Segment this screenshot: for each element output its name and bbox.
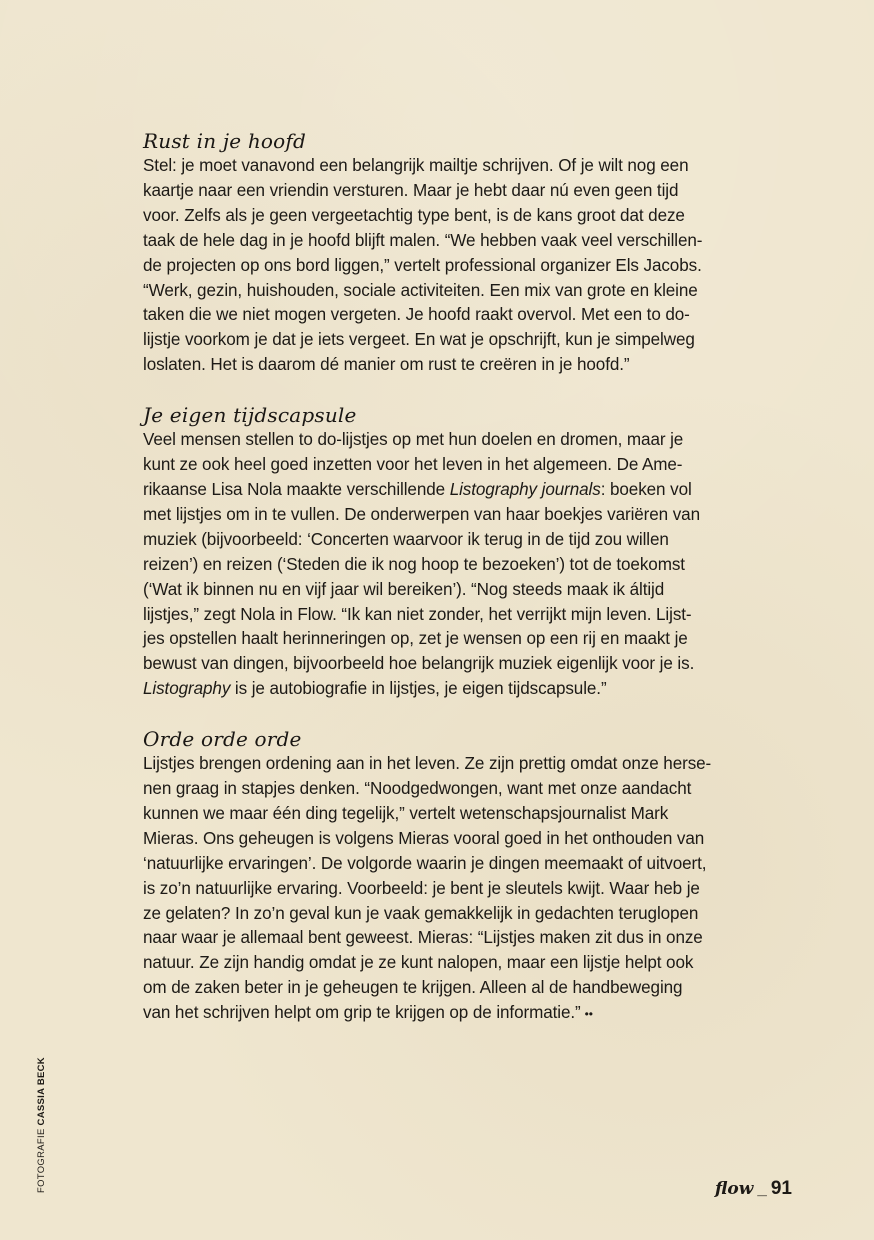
section-heading: Rust in je hoofd: [143, 129, 306, 153]
page-number: 91: [770, 1178, 792, 1199]
footer-separator: _: [757, 1179, 767, 1198]
paragraph: [143, 154, 755, 378]
section-orde: [143, 726, 755, 1027]
text-line: van het schrijven helpt om grip te krijgen op de informatie.” ••: [143, 1003, 593, 1023]
text-line: taken die we niet mogen vergeten. Je hoofd raakt overvol. Met een to do-: [143, 305, 690, 325]
end-mark-icon: ••: [584, 1007, 593, 1022]
text-line: ‘natuurlijke ervaringen’. De volgorde waarin je dingen meemaakt of uitvoert,: [143, 853, 707, 873]
text-line: (‘Wat ik binnen nu en vijf jaar wil bereiken’). “Nog steeds maak ik áltijd: [143, 579, 665, 599]
text-line: loslaten. Het is daarom dé manier om rust te creëren in je hoofd.”: [143, 355, 630, 375]
section-heading: Je eigen tijdscapsule: [143, 403, 357, 428]
text-line: kaartje naar een vriendin versturen. Maar je hebt daar nú even geen tijd: [143, 180, 679, 200]
text-line: Veel mensen stellen to do-lijstjes op met hun doelen en dromen, maar je: [143, 430, 684, 450]
paragraph: [143, 752, 755, 1027]
text-line: Mieras. Ons geheugen is volgens Mieras vooral goed in het onthouden van: [143, 828, 705, 848]
section-heading: Orde orde orde: [143, 727, 302, 752]
text-line: Stel: je moet vanavond een belangrijk mailtje schrijven. Of je wilt nog een: [143, 156, 689, 175]
text-line: bewust van dingen, bijvoorbeeld hoe belangrijk muziek eigenlijk voor je is.: [143, 654, 695, 674]
text-line: met lijstjes om in te vullen. De onderwerpen van haar boekjes variëren van: [143, 504, 700, 524]
paragraph: [143, 428, 755, 702]
section-rust: [143, 128, 755, 378]
text-line: taak de hele dag in je hoofd blijft malen. “We hebben vaak veel verschillen-: [143, 230, 703, 250]
text-line: lijstjes,” zegt Nola in Flow. “Ik kan niet zonder, het verrijkt mijn leven. Lijst-: [143, 604, 692, 624]
text-line: naar waar je allemaal bent geweest. Mieras: “Lijstjes maken zit dus in onze: [143, 928, 703, 948]
text-line: de projecten op ons bord liggen,” vertelt professional organizer Els Jacobs.: [143, 255, 702, 275]
article-body: [143, 128, 755, 1051]
text-line: natuur. Ze zijn handig omdat je ze kunt nalopen, maar een lijstje helpt ook: [143, 953, 694, 973]
text-line: rikaanse Lisa Nola maakte verschillende Listography journals: boeken vol: [143, 479, 692, 499]
text-line: lijstje voorkom je dat je iets vergeet. En wat je opschrijft, kun je simpelweg: [143, 330, 695, 350]
text-line: is zo’n natuurlijke ervaring. Voorbeeld: je bent je sleutels kwijt. Waar heb je: [143, 878, 700, 898]
text-line: “Werk, gezin, huishouden, sociale activiteiten. Een mix van grote en kleine: [143, 280, 698, 300]
magazine-logo: flow: [715, 1179, 754, 1199]
text-line: reizen’) en reizen (‘Steden die ik nog hoop te bezoeken’) tot de toekomst: [143, 554, 685, 574]
italic-title: Listography: [143, 679, 231, 699]
section-tijdscapsule: [143, 402, 755, 702]
page-footer: [715, 1178, 792, 1200]
text-line: om de zaken beter in je geheugen te krijgen. Alleen al de handbeweging: [143, 978, 683, 998]
text-line: ze gelaten? In zo’n geval kun je vaak gemakkelijk in gedachten teruglopen: [143, 903, 699, 923]
photo-credit: FOTOGRAFIE CASSIA BECK: [36, 1057, 47, 1193]
text-line: muziek (bijvoorbeeld: ‘Concerten waarvoor ik terug in de tijd zou willen: [143, 529, 669, 549]
text-line: kunt ze ook heel goed inzetten voor het leven in het algemeen. De Ame-: [143, 455, 683, 475]
text-line: kunnen we maar één ding tegelijk,” vertelt wetenschapsjournalist Mark: [143, 803, 669, 823]
italic-title: Listography journals: [449, 479, 601, 499]
text-line: nen graag in stapjes denken. “Noodgedwongen, want met onze aandacht: [143, 779, 692, 799]
text-line: Listography is je autobiografie in lijstjes, je eigen tijdscapsule.”: [143, 679, 607, 699]
text-line: jes opstellen haalt herinneringen op, zet je wensen op een rij en maakt je: [143, 629, 688, 649]
text-line: Lijstjes brengen ordening aan in het leven. Ze zijn prettig omdat onze herse-: [143, 754, 712, 774]
text-line: voor. Zelfs als je geen vergeetachtig type bent, is de kans groot dat deze: [143, 205, 685, 225]
